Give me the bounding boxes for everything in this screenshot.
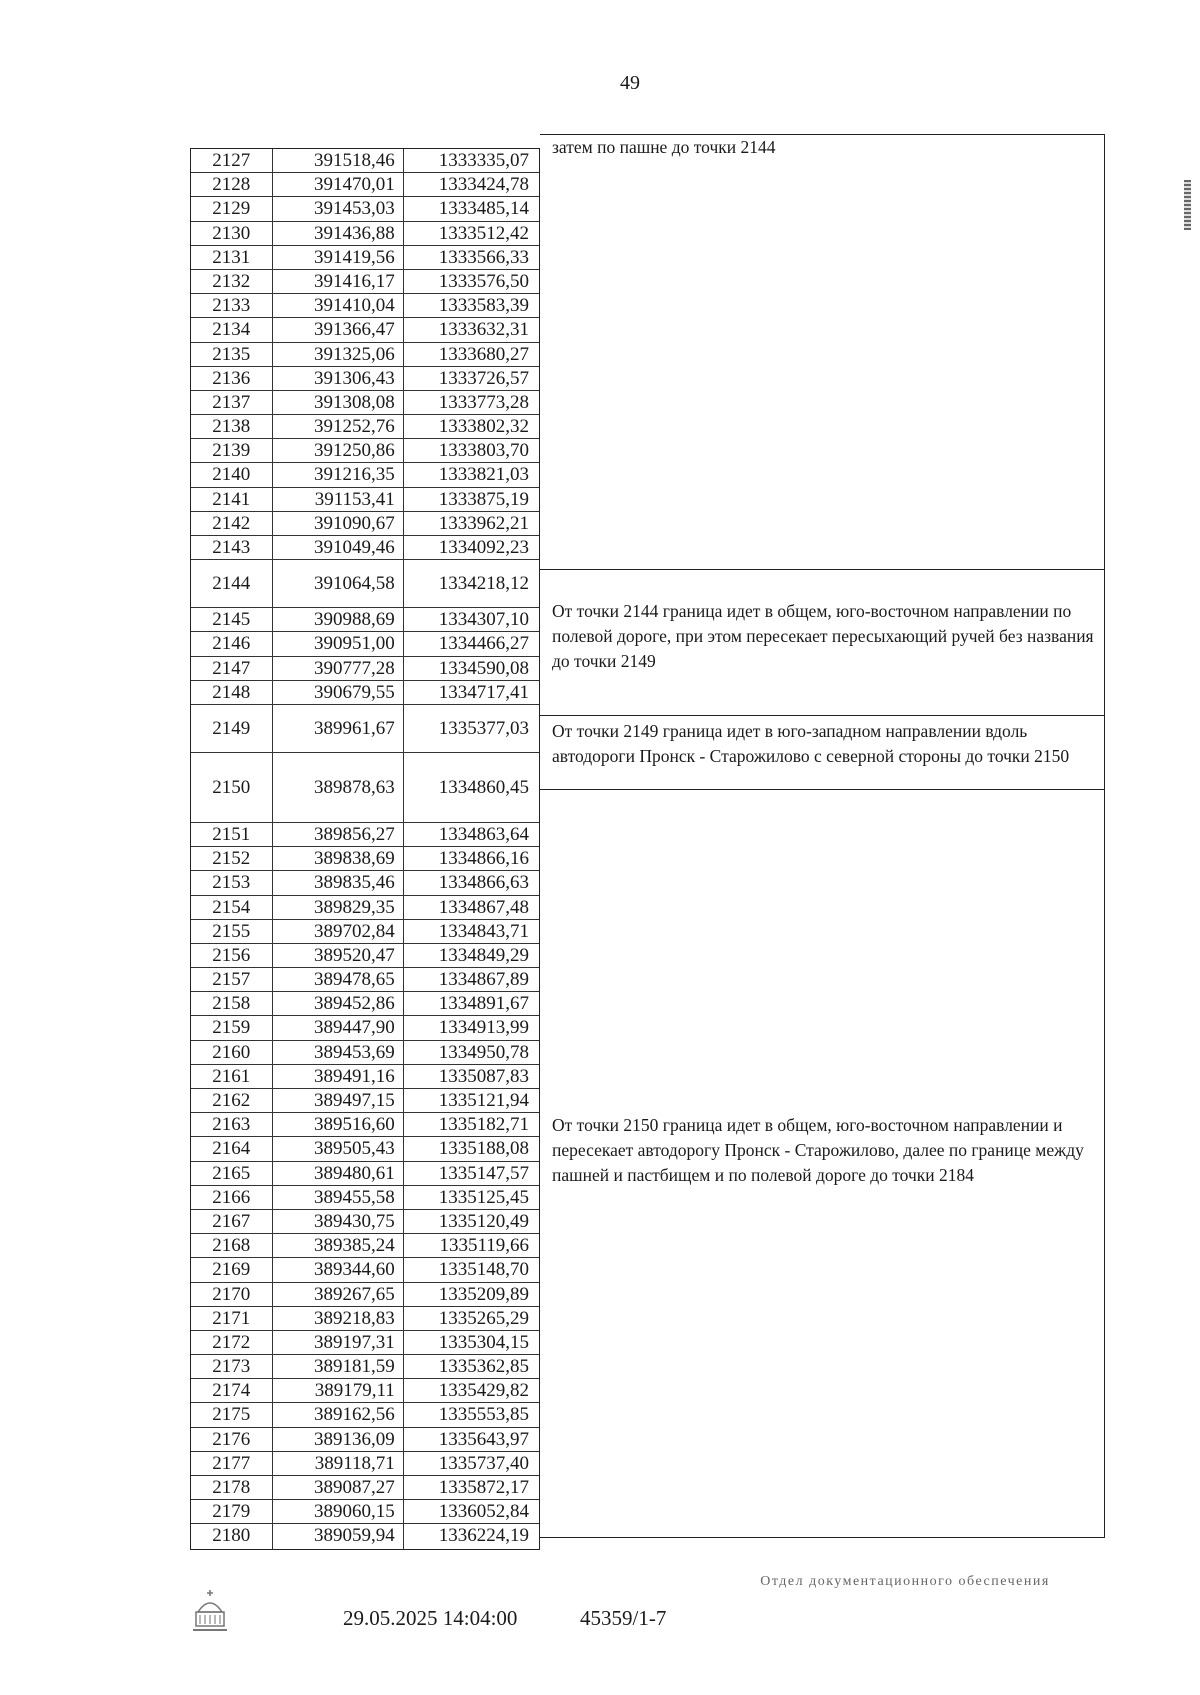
footer-document-code: 45359/1-7 bbox=[580, 1606, 667, 1630]
coord-y: 1334866,63 bbox=[438, 872, 529, 894]
table-row bbox=[191, 681, 539, 705]
coord-x: 391153,41 bbox=[273, 488, 404, 511]
coord-y: 1335125,45 bbox=[438, 1186, 529, 1208]
table-row bbox=[191, 1500, 539, 1524]
coord-x: 389516,60 bbox=[273, 1113, 404, 1136]
coord-y: 1333726,57 bbox=[438, 367, 529, 389]
table-row bbox=[191, 753, 539, 823]
point-number: 2155 bbox=[191, 920, 273, 943]
point-number: 2148 bbox=[191, 681, 273, 704]
point-number: 2149 bbox=[191, 705, 273, 752]
segment-divider bbox=[540, 569, 1104, 570]
coord-x: 389520,47 bbox=[273, 944, 404, 967]
footer-date: 29.05.2025 14:04:00 bbox=[343, 1606, 518, 1630]
table-row bbox=[191, 632, 539, 656]
coord-x: 391250,86 bbox=[273, 439, 404, 462]
table-row bbox=[191, 1283, 539, 1307]
coord-x: 389478,65 bbox=[273, 968, 404, 991]
table-row bbox=[191, 270, 539, 294]
table-row bbox=[191, 944, 539, 968]
coord-y: 1335209,89 bbox=[438, 1283, 529, 1305]
coord-x: 389344,60 bbox=[273, 1258, 404, 1281]
point-number: 2142 bbox=[191, 512, 273, 535]
table-row bbox=[191, 608, 539, 632]
table-row bbox=[191, 920, 539, 944]
point-number: 2135 bbox=[191, 343, 273, 366]
coord-x: 391090,67 bbox=[273, 512, 404, 535]
coord-x: 391419,56 bbox=[273, 246, 404, 269]
table-row bbox=[191, 222, 539, 246]
scan-edge-mark bbox=[1184, 180, 1191, 230]
coord-x: 389702,84 bbox=[273, 920, 404, 943]
coord-y: 1334866,16 bbox=[438, 848, 529, 870]
coord-x: 389197,31 bbox=[273, 1331, 404, 1354]
point-number: 2140 bbox=[191, 463, 273, 486]
coord-y: 1333512,42 bbox=[438, 222, 529, 244]
coord-x: 391049,46 bbox=[273, 536, 404, 559]
coord-y: 1334717,41 bbox=[438, 681, 529, 703]
table-row bbox=[191, 1162, 539, 1186]
coord-y: 1334860,45 bbox=[438, 776, 529, 798]
coord-y: 1336052,84 bbox=[438, 1501, 529, 1523]
coord-y: 1333802,32 bbox=[438, 416, 529, 438]
description-column bbox=[540, 134, 1105, 1538]
table-row bbox=[191, 1307, 539, 1331]
coord-y: 1334466,27 bbox=[438, 633, 529, 655]
coord-x: 389453,69 bbox=[273, 1041, 404, 1064]
coord-y: 1334590,08 bbox=[438, 657, 529, 679]
coord-y: 1333424,78 bbox=[438, 174, 529, 196]
coord-x: 390777,28 bbox=[273, 657, 404, 680]
coord-x: 391410,04 bbox=[273, 294, 404, 317]
coord-x: 391216,35 bbox=[273, 463, 404, 486]
coord-y: 1333583,39 bbox=[438, 295, 529, 317]
point-number: 2174 bbox=[191, 1379, 273, 1402]
point-number: 2153 bbox=[191, 871, 273, 894]
table-row bbox=[191, 173, 539, 197]
coord-y: 1334307,10 bbox=[438, 609, 529, 631]
table-row bbox=[191, 1041, 539, 1065]
coord-y: 1334867,89 bbox=[438, 969, 529, 991]
table-row bbox=[191, 1452, 539, 1476]
coord-y: 1335265,29 bbox=[438, 1307, 529, 1329]
coord-x: 391518,46 bbox=[273, 149, 404, 172]
coord-y: 1335182,71 bbox=[438, 1114, 529, 1136]
coord-x: 389961,67 bbox=[273, 705, 404, 752]
point-number: 2157 bbox=[191, 968, 273, 991]
coord-y: 1335872,17 bbox=[438, 1477, 529, 1498]
coord-y: 1335121,94 bbox=[438, 1090, 529, 1111]
point-number: 2137 bbox=[191, 391, 273, 414]
table-row bbox=[191, 149, 539, 173]
coord-x: 389267,65 bbox=[273, 1283, 404, 1306]
coord-x: 391453,03 bbox=[273, 197, 404, 220]
coord-y: 1335362,85 bbox=[438, 1356, 529, 1378]
description-segment-2: От точки 2144 граница идет в общем, юго-восточном направлении по полевой дороге, при этом пересекает пересыхающий ручей без названия до точки 2149 bbox=[552, 601, 1094, 671]
point-number: 2134 bbox=[191, 318, 273, 341]
point-number: 2162 bbox=[191, 1089, 273, 1112]
coord-x: 390679,55 bbox=[273, 681, 404, 704]
point-number: 2143 bbox=[191, 536, 273, 559]
coord-y: 1333485,14 bbox=[438, 198, 529, 220]
coord-x: 389087,27 bbox=[273, 1476, 404, 1499]
coord-y: 1335553,85 bbox=[438, 1404, 529, 1426]
point-number: 2161 bbox=[191, 1065, 273, 1088]
table-row bbox=[191, 343, 539, 367]
table-row bbox=[191, 560, 539, 608]
point-number: 2165 bbox=[191, 1162, 273, 1185]
point-number: 2173 bbox=[191, 1355, 273, 1378]
table-row bbox=[191, 318, 539, 342]
point-number: 2170 bbox=[191, 1283, 273, 1306]
point-number: 2139 bbox=[191, 439, 273, 462]
coord-x: 391252,76 bbox=[273, 415, 404, 438]
point-number: 2141 bbox=[191, 488, 273, 511]
coord-y: 1333773,28 bbox=[438, 391, 529, 413]
segment-divider bbox=[540, 789, 1104, 790]
point-number: 2136 bbox=[191, 367, 273, 390]
coord-y: 1334891,67 bbox=[438, 993, 529, 1015]
coord-y: 1333821,03 bbox=[438, 464, 529, 486]
coord-x: 389162,56 bbox=[273, 1403, 404, 1426]
table-row bbox=[191, 1016, 539, 1040]
coord-y: 1335147,57 bbox=[438, 1162, 529, 1184]
coord-y: 1333632,31 bbox=[438, 319, 529, 341]
coord-x: 389455,58 bbox=[273, 1186, 404, 1209]
table-row bbox=[191, 294, 539, 318]
coord-x: 389385,24 bbox=[273, 1234, 404, 1257]
coord-y: 1334218,12 bbox=[438, 573, 529, 595]
table-row bbox=[191, 1403, 539, 1427]
point-number: 2171 bbox=[191, 1307, 273, 1330]
coordinates-table bbox=[190, 148, 540, 1550]
coord-x: 389878,63 bbox=[273, 753, 404, 822]
coord-x: 389060,15 bbox=[273, 1500, 404, 1523]
table-row bbox=[191, 871, 539, 895]
description-segment-1: затем по пашне до точки 2144 bbox=[552, 137, 776, 157]
coord-x: 389179,11 bbox=[273, 1379, 404, 1402]
table-row bbox=[191, 197, 539, 221]
table-row bbox=[191, 488, 539, 512]
point-number: 2152 bbox=[191, 847, 273, 870]
table-row bbox=[191, 1428, 539, 1452]
coord-x: 391436,88 bbox=[273, 222, 404, 245]
coord-x: 389497,15 bbox=[273, 1089, 404, 1112]
table-row bbox=[191, 1065, 539, 1089]
point-number: 2132 bbox=[191, 270, 273, 293]
coord-x: 391416,17 bbox=[273, 270, 404, 293]
coord-y: 1333566,33 bbox=[438, 246, 529, 268]
coord-y: 1334092,23 bbox=[438, 537, 529, 558]
table-row bbox=[191, 512, 539, 536]
coord-y: 1335377,03 bbox=[438, 717, 529, 739]
coord-y: 1335188,08 bbox=[438, 1138, 529, 1160]
table-row bbox=[191, 823, 539, 847]
point-number: 2180 bbox=[191, 1524, 273, 1548]
coord-y: 1335304,15 bbox=[438, 1331, 529, 1353]
point-number: 2128 bbox=[191, 173, 273, 196]
coord-y: 1335429,82 bbox=[438, 1380, 529, 1402]
coord-x: 391470,01 bbox=[273, 173, 404, 196]
point-number: 2127 bbox=[191, 149, 273, 172]
point-number: 2130 bbox=[191, 222, 273, 245]
table-row bbox=[191, 1234, 539, 1258]
coord-x: 390951,00 bbox=[273, 632, 404, 655]
coord-x: 389505,43 bbox=[273, 1137, 404, 1160]
table-row bbox=[191, 896, 539, 920]
table-row bbox=[191, 1210, 539, 1234]
coord-x: 389059,94 bbox=[273, 1524, 404, 1548]
coord-x: 391306,43 bbox=[273, 367, 404, 390]
coord-x: 389856,27 bbox=[273, 823, 404, 846]
coord-y: 1334843,71 bbox=[438, 920, 529, 942]
point-number: 2177 bbox=[191, 1452, 273, 1475]
table-row bbox=[191, 992, 539, 1016]
table-row bbox=[191, 1137, 539, 1161]
coord-x: 389491,16 bbox=[273, 1065, 404, 1088]
point-number: 2147 bbox=[191, 657, 273, 680]
coord-y: 1335643,97 bbox=[438, 1428, 529, 1450]
coord-x: 390988,69 bbox=[273, 608, 404, 631]
table-row bbox=[191, 1524, 539, 1548]
coord-y: 1333576,50 bbox=[438, 270, 529, 292]
coord-x: 389118,71 bbox=[273, 1452, 404, 1475]
coord-x: 389447,90 bbox=[273, 1016, 404, 1039]
coord-y: 1333335,07 bbox=[438, 150, 529, 171]
table-row bbox=[191, 463, 539, 487]
coord-y: 1335119,66 bbox=[439, 1235, 529, 1257]
emblem-icon bbox=[190, 1588, 230, 1634]
table-row bbox=[191, 1258, 539, 1282]
table-row bbox=[191, 1355, 539, 1379]
coord-x: 389430,75 bbox=[273, 1210, 404, 1233]
point-number: 2150 bbox=[191, 753, 273, 822]
coord-y: 1334950,78 bbox=[438, 1041, 529, 1063]
department-stamp: Отдел документационного обеспечения bbox=[760, 1574, 1050, 1589]
coord-y: 1335148,70 bbox=[438, 1259, 529, 1281]
segment-divider bbox=[540, 715, 1104, 716]
coord-y: 1334849,29 bbox=[438, 944, 529, 966]
point-number: 2167 bbox=[191, 1210, 273, 1233]
point-number: 2159 bbox=[191, 1016, 273, 1039]
point-number: 2158 bbox=[191, 992, 273, 1015]
coord-y: 1333875,19 bbox=[438, 488, 529, 510]
table-row bbox=[191, 657, 539, 681]
point-number: 2166 bbox=[191, 1186, 273, 1209]
table-row bbox=[191, 968, 539, 992]
point-number: 2178 bbox=[191, 1476, 273, 1499]
point-number: 2133 bbox=[191, 294, 273, 317]
coord-x: 391325,06 bbox=[273, 343, 404, 366]
description-segment-3: От точки 2149 граница идет в юго-западном направлении вдоль автодороги Пронск - Старожилово с северной стороны до точки 2150 bbox=[552, 721, 1070, 766]
coord-y: 1336224,19 bbox=[438, 1525, 529, 1547]
table-row bbox=[191, 439, 539, 463]
coord-x: 389136,09 bbox=[273, 1428, 404, 1451]
table-row bbox=[191, 391, 539, 415]
point-number: 2164 bbox=[191, 1137, 273, 1160]
table-row bbox=[191, 705, 539, 753]
coord-y: 1335120,49 bbox=[438, 1210, 529, 1232]
coord-x: 389181,59 bbox=[273, 1355, 404, 1378]
point-number: 2160 bbox=[191, 1041, 273, 1064]
page-number: 49 bbox=[620, 72, 640, 94]
coord-y: 1333962,21 bbox=[438, 512, 529, 534]
coord-x: 389452,86 bbox=[273, 992, 404, 1015]
point-number: 2156 bbox=[191, 944, 273, 967]
coord-y: 1335087,83 bbox=[438, 1065, 529, 1087]
coord-x: 391366,47 bbox=[273, 318, 404, 341]
table-row bbox=[191, 1331, 539, 1355]
point-number: 2129 bbox=[191, 197, 273, 220]
table-row bbox=[191, 415, 539, 439]
point-number: 2172 bbox=[191, 1331, 273, 1354]
table-row bbox=[191, 246, 539, 270]
coord-x: 389835,46 bbox=[273, 871, 404, 894]
point-number: 2169 bbox=[191, 1258, 273, 1281]
table-row bbox=[191, 1379, 539, 1403]
point-number: 2138 bbox=[191, 415, 273, 438]
coord-y: 1334913,99 bbox=[438, 1017, 529, 1039]
point-number: 2176 bbox=[191, 1428, 273, 1451]
coord-x: 389838,69 bbox=[273, 847, 404, 870]
table-row bbox=[191, 1476, 539, 1500]
point-number: 2179 bbox=[191, 1500, 273, 1523]
coord-x: 389829,35 bbox=[273, 896, 404, 919]
coord-y: 1334863,64 bbox=[438, 823, 529, 845]
coord-y: 1333803,70 bbox=[438, 440, 529, 462]
coord-y: 1333680,27 bbox=[438, 343, 529, 365]
table-row bbox=[191, 536, 539, 560]
point-number: 2151 bbox=[191, 823, 273, 846]
table-row bbox=[191, 1089, 539, 1113]
point-number: 2131 bbox=[191, 246, 273, 269]
point-number: 2168 bbox=[191, 1234, 273, 1257]
table-row bbox=[191, 367, 539, 391]
coord-y: 1334867,48 bbox=[438, 896, 529, 918]
coord-x: 391308,08 bbox=[273, 391, 404, 414]
description-segment-4: От точки 2150 граница идет в общем, юго-восточном направлении и пересекает автодорогу Пронск - Старожилово, далее по границе между пашней и пастбищем и по полевой дороге до точки 2184 bbox=[552, 1115, 1084, 1185]
coord-x: 389480,61 bbox=[273, 1162, 404, 1185]
table-row bbox=[191, 1113, 539, 1137]
coord-y: 1335737,40 bbox=[438, 1452, 529, 1474]
point-number: 2146 bbox=[191, 632, 273, 655]
point-number: 2175 bbox=[191, 1403, 273, 1426]
table-row bbox=[191, 847, 539, 871]
point-number: 2154 bbox=[191, 896, 273, 919]
point-number: 2145 bbox=[191, 608, 273, 631]
coord-x: 391064,58 bbox=[273, 560, 404, 607]
table-row bbox=[191, 1186, 539, 1210]
point-number: 2163 bbox=[191, 1113, 273, 1136]
coord-x: 389218,83 bbox=[273, 1307, 404, 1330]
point-number: 2144 bbox=[191, 560, 273, 607]
